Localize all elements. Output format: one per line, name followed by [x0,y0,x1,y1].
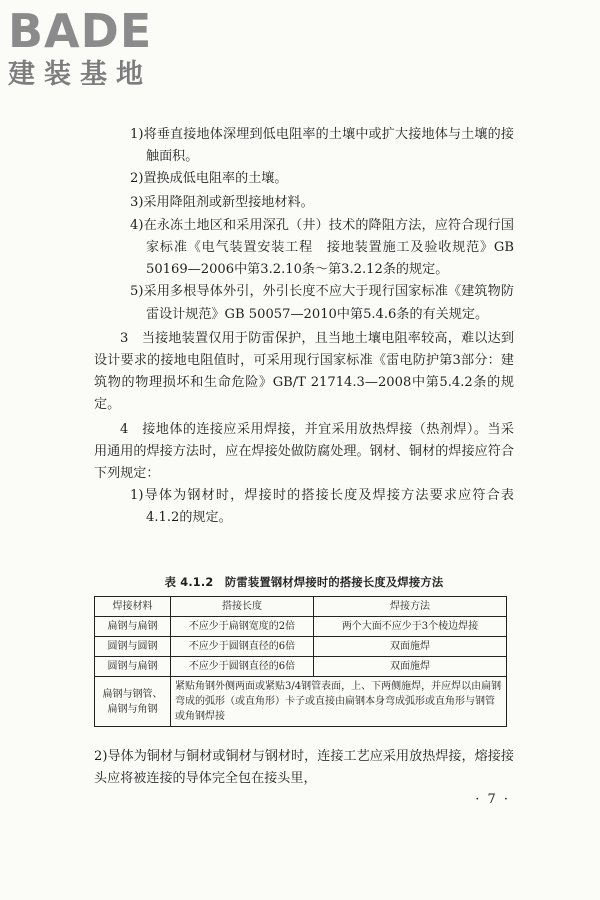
table-cell: 圆钢与扁钢 [95,657,171,677]
logo-text-cn: 建装基地 [8,59,152,90]
list-item: 3)采用降阻剂或新型接地材料。 [130,194,314,210]
document-content [94,124,514,530]
table-header-row [95,597,507,617]
table-header-cell: 搭接长度 [171,597,314,617]
bottom-item: 2)导体为铜材与铜材或铜材与钢材时，连接工艺应采用放热焊接，熔接接头应将被连接的导体完全包在接头里， [94,749,514,787]
list-item: 2)置换成低电阻率的土壤。 [130,171,288,187]
table-cell: 不应少于圆钢直径的6倍 [171,637,314,657]
table-row [95,617,507,637]
paragraph-3: 3 当接地装置仅用于防雷保护，且当地土壤电阻率较高，难以达到设计要求的接地电阻值时，可采用现行国家标准《雷电防护第3部分：建筑物的物理损坏和生命危险》GB/T 21714.3—2008中第5.4.2条的规定。 [94,330,514,413]
paragraph-4: 4 接地体的连接应采用焊接，并宜采用放热焊接（热剂焊）。当采用通用的焊接方法时，应在焊接处做防腐处理。钢材、铜材的焊接应符合下列规定： [94,421,514,482]
logo-text-en: BADE [8,4,153,58]
table-cell: 双面施焊 [314,637,507,657]
list-item: 1)将垂直接地体深埋到低电阻率的土壤中或扩大接地体与土壤的接触面积。 [130,127,514,165]
table-header-cell: 焊接材料 [95,597,171,617]
table-row [95,637,507,657]
table-cell: 两个大面不应少于3个棱边焊接 [314,617,507,637]
table-cell: 不应少于圆钢直径的6倍 [171,657,314,677]
list-item: 4)在永冻土地区和采用深孔（井）技术的降阻方法，应符合现行国家标准《电气装置安装工程 接地装置施工及验收规范》GB 50169—2006中第3.2.10条～第3.2.12条的规定。 [130,217,514,278]
table-cell: 扁钢与钢管、扁钢与角钢 [95,677,171,727]
table-cell: 不应少于扁钢宽度的2倍 [171,617,314,637]
logo [8,4,178,94]
welding-table [94,596,507,727]
table-cell: 扁钢与扁钢 [95,617,171,637]
table-wrapper [94,596,506,727]
table-cell: 圆钢与圆钢 [95,637,171,657]
table-row [95,677,507,727]
table-cell: 紧贴角钢外侧两面或紧贴3/4钢管表面，上、下两侧施焊，并应焊以由扁钢弯成的弧形（或直角形）卡子或直接由扁钢本身弯成弧形或直角形与钢管或角钢焊接 [171,677,507,727]
table-header-cell: 焊接方法 [314,597,507,617]
table-row [95,657,507,677]
table-title: 表 4.1.2 防雷装置钢材焊接时的搭接长度及焊接方法 [164,576,444,589]
list-item: 5)采用多根导体外引，外引长度不应大于现行国家标准《建筑物防雷设计规范》GB 50057—2010中第5.4.6条的有关规定。 [130,284,514,322]
list-item: 1)导体为钢材时，焊接时的搭接长度及焊接方法要求应符合表4.1.2的规定。 [130,488,514,526]
table-cell: 双面施焊 [314,657,507,677]
page-number: · 7 · [475,792,510,807]
